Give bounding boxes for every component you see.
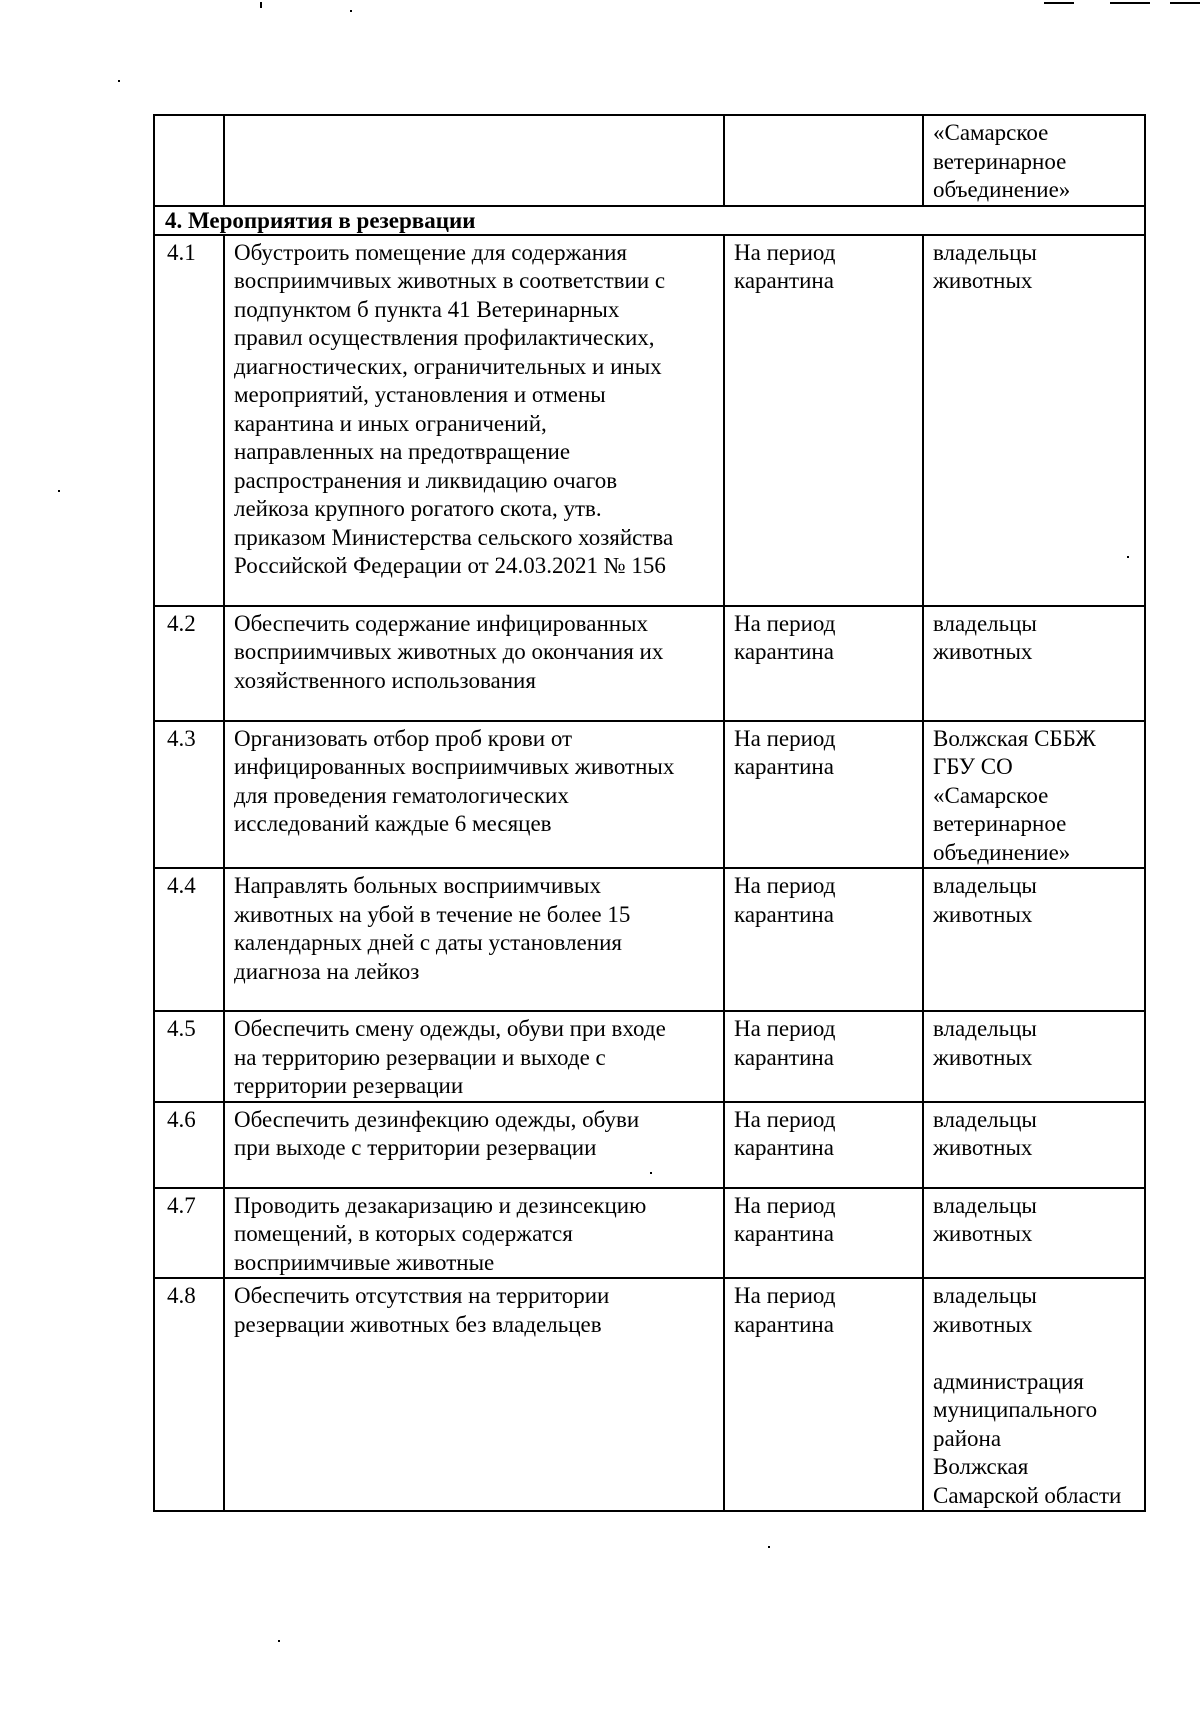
table-row	[154, 1278, 1145, 1511]
cell-num: 4.6	[154, 1102, 224, 1188]
term-line: карантина	[734, 754, 834, 779]
task-line: календарных дней с даты установления	[234, 930, 622, 955]
cell-task	[224, 606, 724, 721]
responsible-line: владельцы	[933, 1016, 1037, 1041]
task-line: животных на убой в течение не более 15	[234, 901, 631, 927]
task-line: подпунктом б пункта 41 Ветеринарных	[234, 296, 620, 322]
responsible-line: животных	[933, 901, 1033, 927]
term-line: На период	[734, 610, 836, 636]
cell-term	[724, 606, 923, 721]
table-row	[154, 1011, 1145, 1102]
line-gap	[933, 1339, 1135, 1368]
cell-responsible	[923, 1011, 1145, 1102]
scan-dot	[650, 1172, 652, 1174]
cell-responsible	[923, 721, 1145, 869]
responsible-line: владельцы	[933, 1192, 1037, 1218]
cell-term	[724, 721, 923, 869]
responsible-line: объединение»	[933, 177, 1071, 202]
term-line: На период	[734, 239, 836, 265]
task-line: помещений, в которых содержатся	[234, 1221, 573, 1246]
responsible-line: Самарской области	[933, 1482, 1122, 1508]
cell-term	[724, 235, 923, 606]
scan-dot	[118, 80, 120, 82]
responsible-line: животных	[933, 1135, 1033, 1160]
cell-task	[224, 721, 724, 869]
responsible-line: владельцы	[933, 873, 1037, 898]
task-line: исследований каждые 6 месяцев	[234, 811, 552, 836]
section-title: 4. Мероприятия в резервации	[154, 206, 1145, 235]
table-row	[154, 606, 1145, 721]
rows-body	[154, 235, 1145, 1512]
cell-num: 4.8	[154, 1278, 224, 1511]
task-line: диагностических, ограничительных и иных	[234, 353, 662, 379]
task-line: при выходе с территории резервации	[234, 1135, 597, 1160]
table-row	[154, 721, 1145, 869]
task-line: Проводить дезакаризацию и дезинсекцию	[234, 1192, 647, 1218]
term-line: карантина	[734, 1221, 834, 1246]
task-line: Обеспечить содержание инфицированных	[234, 610, 649, 636]
task-line: карантина и иных ограничений,	[234, 410, 547, 436]
term-line: карантина	[734, 1044, 834, 1070]
task-line: восприимчивых животных до окончания их	[234, 639, 664, 664]
term-line: карантина	[734, 268, 834, 293]
task-line: приказом Министерства сельского хозяйства	[234, 524, 674, 550]
responsible-line: муниципального	[933, 1397, 1098, 1422]
cell-task	[224, 1188, 724, 1279]
task-line: Направлять больных восприимчивых	[234, 873, 601, 898]
cell-num: 4.5	[154, 1011, 224, 1102]
responsible-line: администрация	[933, 1368, 1084, 1394]
responsible-line: «Самарское	[933, 120, 1049, 145]
task-line: Обустроить помещение для содержания	[234, 239, 627, 265]
cell-num: 4.7	[154, 1188, 224, 1279]
cell-task	[224, 1102, 724, 1188]
responsible-line: владельцы	[933, 239, 1037, 265]
cell-task	[224, 1011, 724, 1102]
task-line: Обеспечить дезинфекцию одежды, обуви	[234, 1106, 640, 1132]
cell-task	[224, 868, 724, 1011]
table-row	[154, 235, 1145, 606]
cell-responsible	[923, 1102, 1145, 1188]
term-line: На период	[734, 1016, 836, 1041]
task-line: Организовать отбор проб крови от	[234, 725, 573, 751]
table-row	[154, 1188, 1145, 1279]
section-header-row	[154, 206, 1145, 235]
cell-term	[724, 115, 923, 206]
task-line: хозяйственного использования	[234, 667, 536, 693]
cell-num: 4.1	[154, 235, 224, 606]
task-line: Обеспечить смену одежды, обуви при входе	[234, 1016, 666, 1041]
scan-dot	[278, 1640, 280, 1642]
table-row	[154, 115, 1145, 206]
cell-responsible	[923, 868, 1145, 1011]
scan-dot	[260, 2, 262, 8]
cell-num: 4.4	[154, 868, 224, 1011]
cell-responsible	[923, 1278, 1145, 1511]
cell-term	[724, 1102, 923, 1188]
scan-dot	[1127, 556, 1129, 558]
cell-responsible	[923, 115, 1145, 206]
term-line: На период	[734, 1106, 836, 1132]
cell-responsible	[923, 1188, 1145, 1279]
cell-term	[724, 868, 923, 1011]
task-line: направленных на предотвращение	[234, 439, 571, 464]
cell-task	[224, 115, 724, 206]
scan-dot	[1110, 2, 1150, 4]
task-line: восприимчивых животных в соответствии с	[234, 268, 666, 293]
responsible-line: ветеринарное	[933, 148, 1067, 174]
cell-term	[724, 1278, 923, 1511]
responsible-line: владельцы	[933, 1106, 1037, 1132]
scan-dot	[58, 490, 60, 492]
term-line: На период	[734, 873, 836, 898]
responsible-line: животных	[933, 639, 1033, 664]
task-line: восприимчивые животные	[234, 1249, 495, 1275]
responsible-line: ГБУ СО	[933, 754, 1013, 779]
responsible-line: объединение»	[933, 839, 1071, 865]
task-line: Обеспечить отсутствия на территории	[234, 1283, 610, 1308]
measures-table	[153, 114, 1146, 1512]
responsible-line: Волжская	[933, 1454, 1029, 1479]
responsible-line: владельцы	[933, 1283, 1037, 1308]
cell-num: 4.2	[154, 606, 224, 721]
cell-num	[154, 115, 224, 206]
task-line: мероприятий, установления и отмены	[234, 382, 606, 407]
term-line: На период	[734, 1283, 836, 1308]
scan-dot	[1044, 2, 1074, 4]
table-row	[154, 868, 1145, 1011]
cell-task	[224, 235, 724, 606]
cell-term	[724, 1011, 923, 1102]
task-line: Российской Федерации от 24.03.2021 № 156	[234, 553, 666, 578]
responsible-line: ветеринарное	[933, 811, 1067, 836]
task-line: распространения и ликвидацию очагов	[234, 467, 618, 493]
task-line: на территорию резервации и выходе с	[234, 1044, 606, 1070]
term-line: На период	[734, 1192, 836, 1218]
responsible-line: владельцы	[933, 610, 1037, 636]
responsible-line: Волжская СББЖ	[933, 725, 1096, 751]
term-line: На период	[734, 725, 836, 751]
scan-dot	[350, 10, 352, 12]
term-line: карантина	[734, 1311, 834, 1337]
term-line: карантина	[734, 901, 834, 927]
cell-responsible	[923, 606, 1145, 721]
responsible-line: животных	[933, 1221, 1033, 1246]
scan-dot	[768, 1546, 770, 1548]
responsible-line: животных	[933, 1311, 1033, 1337]
cell-responsible	[923, 235, 1145, 606]
task-line: лейкоза крупного рогатого скота, утв.	[234, 496, 602, 521]
task-line: резервации животных без владельцев	[234, 1311, 602, 1337]
task-line: для проведения гематологических	[234, 782, 569, 808]
table-row	[154, 1102, 1145, 1188]
term-line: карантина	[734, 639, 834, 664]
responsible-line: района	[933, 1425, 1002, 1451]
task-line: территории резервации	[234, 1073, 464, 1098]
task-line: диагноза на лейкоз	[234, 958, 420, 984]
term-line: карантина	[734, 1135, 834, 1160]
responsible-line: «Самарское	[933, 782, 1049, 808]
cell-term	[724, 1188, 923, 1279]
task-line: правил осуществления профилактических,	[234, 325, 655, 350]
cell-num: 4.3	[154, 721, 224, 869]
cell-task	[224, 1278, 724, 1511]
responsible-line: животных	[933, 268, 1033, 293]
responsible-line: животных	[933, 1044, 1033, 1070]
task-line: инфицированных восприимчивых животных	[234, 754, 675, 779]
scan-dot	[1170, 2, 1200, 4]
